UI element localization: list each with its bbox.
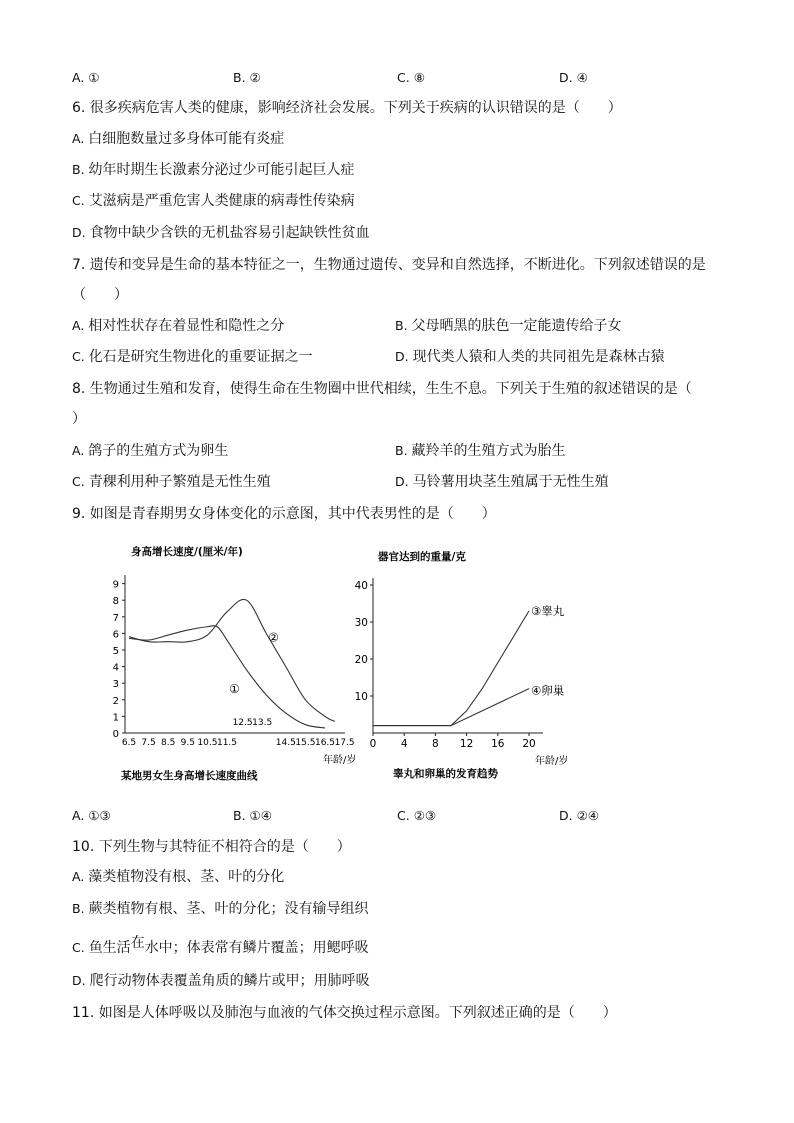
chart1-series-label: ①	[228, 682, 240, 697]
chart2-x-tick-label: 20	[522, 738, 536, 750]
chart1-x-tick-label: 15.5	[295, 738, 316, 748]
q6-stem: 6. 很多疾病危害人类的健康，影响经济社会发展。下列关于疾病的认识错误的是（ ）	[72, 100, 622, 116]
q9-option-c: C. ②③	[397, 808, 437, 823]
q10-option-a: A. 藻类植物没有根、茎、叶的分化	[72, 869, 285, 885]
q8-option-d: D. 马铃薯用块茎生殖属于无性生殖	[395, 474, 609, 490]
chart2-y-tick-label: 30	[354, 617, 368, 629]
chart2-y-tick-label: 20	[354, 654, 368, 666]
chart2-series-label: ④卵巢	[531, 683, 565, 698]
chart1-y-tick-label: 1	[112, 712, 119, 724]
chart2-x-tick-label: 0	[369, 738, 377, 750]
q9-option-b: B. ①④	[233, 808, 272, 823]
chart1-title: 身高增长速度/(厘米/年)	[131, 546, 243, 558]
q6-option-d: D. 食物中缺少含铁的无机盐容易引起缺铁性贫血	[72, 225, 370, 241]
q6-option-c: C. 艾滋病是严重危害人类健康的病毒性传染病	[72, 193, 355, 209]
chart1-series-line	[129, 599, 335, 721]
q8-stem: 8. 生物通过生殖和发育，使得生命在生物圈中世代相续，生生不息。下列关于生殖的叙述错误的是（	[72, 381, 692, 397]
chart1-x-tick-label: 16.5	[314, 738, 336, 748]
chart1-x-tick-label: 17.5	[334, 738, 355, 748]
q5-option-d: D. ④	[559, 70, 588, 85]
q10-option-b: B. 蕨类植物有根、茎、叶的分化；没有输导组织	[72, 901, 369, 917]
chart1-y-tick-label: 6	[112, 629, 119, 641]
chart2-x-tick-label: 16	[491, 738, 505, 750]
chart1-x-tick-label: 11.5	[216, 738, 238, 748]
chart1-y-tick-label: 7	[112, 612, 119, 624]
chart2-series-label: ③睾丸	[531, 603, 565, 618]
chart1-y-tick-label: 3	[112, 679, 119, 691]
chart2-series-line	[373, 611, 529, 726]
q10-stem: 10. 下列生物与其特征不相符合的是（ ）	[72, 839, 351, 855]
q11-stem: 11. 如图是人体呼吸以及肺泡与血液的气体交换过程示意图。下列叙述正确的是（ ）	[72, 1005, 617, 1021]
q10-option-d: D. 爬行动物体表覆盖角质的鳞片或甲；用肺呼吸	[72, 973, 370, 989]
q6-option-b: B. 幼年时期生长激素分泌过少可能引起巨人症	[72, 162, 355, 178]
chart1-series-line	[129, 626, 325, 728]
chart1-caption: 某地男女生身高增长速度曲线	[121, 770, 258, 782]
q7-option-c: C. 化石是研究生物进化的重要证据之一	[72, 349, 313, 365]
q9-figure	[0, 535, 794, 825]
chart1-y-tick-label: 9	[112, 579, 119, 591]
chart1-y-tick-label: 2	[112, 695, 119, 707]
chart1-y-tick-label: 5	[112, 646, 119, 657]
chart1-annotation-label: 12.5	[232, 718, 253, 728]
q9-stem: 9. 如图是青春期男女身体变化的示意图，其中代表男性的是（ ）	[72, 506, 496, 522]
chart2-y-tick-label: 40	[354, 580, 368, 592]
chart2-caption: 睾丸和卵巢的发育趋势	[393, 768, 498, 780]
chart1-y-tick-label: 0	[112, 729, 119, 740]
chart1-x-tick-label: 9.5	[180, 738, 195, 748]
chart2-x-tick-label: 8	[432, 738, 439, 750]
chart1-annotation-label: 13.5	[252, 718, 273, 728]
q8-option-a: A. 鸽子的生殖方式为卵生	[72, 443, 229, 459]
q5-option-c: C. ⑧	[397, 70, 425, 85]
q7-option-b: B. 父母晒黑的肤色一定能遗传给子女	[395, 318, 622, 334]
chart1-x-tick-label: 10.5	[197, 738, 218, 748]
q5-option-b: B. ②	[233, 70, 261, 85]
q8-option-c: C. 青稞利用种子繁殖是无性生殖	[72, 474, 271, 490]
chart2-x-label: 年龄/岁	[535, 756, 569, 767]
chart1-x-tick-label: 7.5	[141, 738, 156, 748]
q5-option-a: A. ①	[72, 70, 100, 85]
organ-weight-chart	[355, 550, 569, 780]
chart1-x-tick-label: 6.5	[121, 738, 137, 748]
q8-stem-paren: ）	[72, 411, 86, 427]
height-growth-chart	[113, 545, 357, 782]
chart2-y-tick-label: 10	[354, 691, 368, 703]
chart2-title: 器官达到的重量/克	[378, 551, 466, 563]
q7-option-d: D. 现代类人猿和人类的共同祖先是森林古猿	[395, 349, 665, 365]
q7-option-a: A. 相对性状存在着显性和隐性之分	[72, 318, 285, 334]
chart2-x-tick-label: 12	[459, 738, 474, 750]
q9-option-a: A. ①③	[72, 808, 111, 823]
chart1-x-tick-label: 8.5	[161, 738, 176, 748]
q6-option-a: A. 白细胞数量过多身体可能有炎症	[72, 131, 285, 147]
q10-option-c: C. 鱼生活在水中；体表常有鳞片覆盖；用鳃呼吸	[72, 935, 369, 956]
q9-option-d: D. ②④	[559, 808, 600, 823]
q7-stem: 7. 遗传和变异是生命的基本特征之一，生物通过遗传、变异和自然选择，不断进化。下列叙述错误的是	[72, 257, 706, 273]
chart1-y-tick-label: 4	[112, 662, 119, 674]
q7-stem-paren: （ ）	[72, 287, 128, 303]
chart1-series-label: ②	[268, 630, 279, 645]
q8-option-b: B. 藏羚羊的生殖方式为胎生	[395, 443, 566, 459]
chart1-x-tick-label: 14.5	[275, 738, 296, 748]
chart2-series-line	[373, 689, 529, 726]
chart1-x-label: 年龄/岁	[323, 755, 357, 766]
chart1-y-tick-label: 8	[112, 596, 119, 608]
chart2-x-tick-label: 4	[400, 738, 408, 750]
